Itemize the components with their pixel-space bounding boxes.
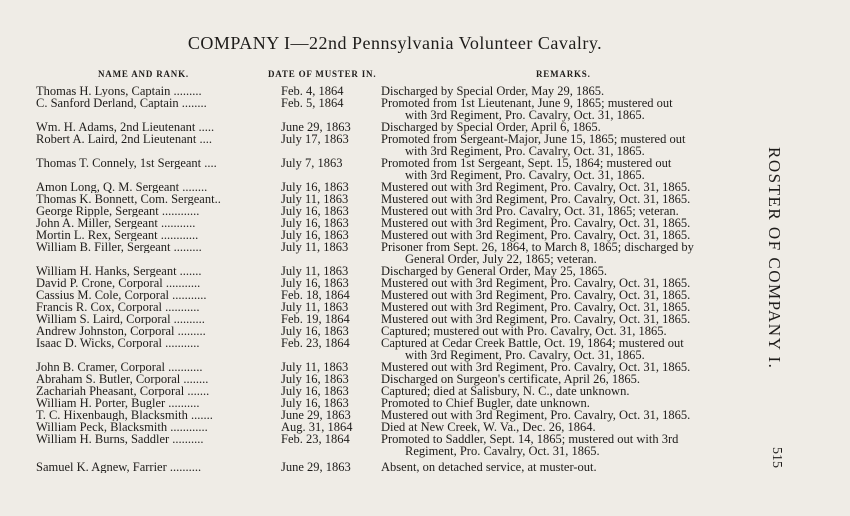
remark-line: Prisoner from Sept. 26, 1864, to March 8, 1865; discharged by [381, 240, 694, 254]
remarks [381, 337, 761, 361]
remarks [381, 157, 761, 181]
muster-date: July 7, 1863 [281, 156, 343, 170]
name-rank: George Ripple, Sergeant ............ [36, 205, 200, 217]
muster-date: July 16, 1863 [281, 324, 349, 338]
muster-date: July 16, 1863 [281, 180, 349, 194]
muster-date: Feb. 18, 1864 [281, 288, 350, 302]
name-rank: Amon Long, Q. M. Sergeant ........ [36, 181, 208, 193]
remark-line: Captured; died at Salisbury, N. C., date unknown. [381, 384, 630, 398]
muster-date: June 29, 1863 [281, 460, 351, 474]
name-rank: Abraham S. Butler, Corporal ........ [36, 373, 209, 385]
remark-line: with 3rd Regiment, Pro. Cavalry, Oct. 31, 1865. [405, 108, 645, 122]
name-rank: Samuel K. Agnew, Farrier .......... [36, 461, 202, 473]
name-rank: John B. Cramer, Corporal ........... [36, 361, 203, 373]
muster-date: Aug. 31, 1864 [281, 420, 353, 434]
name-rank: Andrew Johnston, Corporal ......... [36, 325, 206, 337]
name-rank: Robert A. Laird, 2nd Lieutenant .... [36, 133, 213, 145]
remark-line: Mustered out with 3rd Regiment, Pro. Cavalry, Oct. 31, 1865. [381, 300, 691, 314]
name-rank: T. C. Hixenbaugh, Blacksmith ....... [36, 409, 213, 421]
remark-line: Mustered out with 3rd Regiment, Pro. Cavalry, Oct. 31, 1865. [381, 312, 691, 326]
column-header-name: NAME AND RANK. [98, 69, 189, 79]
muster-date: July 16, 1863 [281, 396, 349, 410]
name-rank: Thomas T. Connely, 1st Sergeant .... [36, 157, 217, 169]
muster-date: Feb. 4, 1864 [281, 84, 344, 98]
remarks [381, 461, 761, 473]
remark-line: Promoted to Chief Bugler, date unknown. [381, 396, 590, 410]
muster-date: July 16, 1863 [281, 204, 349, 218]
name-rank: Isaac D. Wicks, Corporal ........... [36, 337, 200, 349]
remark-line: Mustered out with 3rd Regiment, Pro. Cavalry, Oct. 31, 1865. [381, 276, 691, 290]
remarks [381, 241, 761, 265]
remark-line: Discharged by Special Order, April 6, 1865. [381, 120, 601, 134]
name-rank: William H. Burns, Saddler .......... [36, 433, 204, 445]
name-rank: John A. Miller, Sergeant ........... [36, 217, 196, 229]
muster-date: Feb. 5, 1864 [281, 96, 344, 110]
muster-date: July 11, 1863 [281, 192, 349, 206]
remark-line: Mustered out with 3rd Regiment, Pro. Cavalry, Oct. 31, 1865. [381, 288, 691, 302]
muster-date: Feb. 23, 1864 [281, 336, 350, 350]
name-rank: Zachariah Pheasant, Corporal ....... [36, 385, 210, 397]
remark-line: Mustered out with 3rd Regiment, Pro. Cavalry, Oct. 31, 1865. [381, 180, 691, 194]
muster-date: July 16, 1863 [281, 276, 349, 290]
remark-line: with 3rd Regiment, Pro. Cavalry, Oct. 31, 1865. [405, 144, 645, 158]
remark-line: Promoted from 1st Sergeant, Sept. 15, 1864; mustered out [381, 156, 672, 170]
name-rank: Mortin L. Rex, Sergeant ............ [36, 229, 199, 241]
remark-line: Promoted to Saddler, Sept. 14, 1865; mustered out with 3rd [381, 432, 679, 446]
name-rank: Thomas H. Lyons, Captain ......... [36, 85, 202, 97]
page-number: 515 [769, 447, 784, 468]
muster-date: July 17, 1863 [281, 132, 349, 146]
muster-date: July 16, 1863 [281, 228, 349, 242]
remarks [381, 97, 761, 121]
remark-line: Regiment, Pro. Cavalry, Oct. 31, 1865. [405, 444, 600, 458]
remark-line: Mustered out with 3rd Pro. Cavalry, Oct. 31, 1865; veteran. [381, 204, 679, 218]
muster-date: Feb. 19, 1864 [281, 312, 350, 326]
muster-date: Feb. 23, 1864 [281, 432, 350, 446]
muster-date: July 16, 1863 [281, 384, 349, 398]
muster-date: July 11, 1863 [281, 300, 349, 314]
column-header-date: DATE OF MUSTER IN. [268, 69, 377, 79]
remark-line: Mustered out with 3rd Regiment, Pro. Cavalry, Oct. 31, 1865. [381, 192, 691, 206]
remark-line: Promoted from Sergeant-Major, June 15, 1865; mustered out [381, 132, 686, 146]
remark-line: Mustered out with 3rd Regiment, Pro. Cavalry, Oct. 31, 1865. [381, 228, 691, 242]
muster-date: July 11, 1863 [281, 240, 349, 254]
name-rank: C. Sanford Derland, Captain ........ [36, 97, 207, 109]
remark-line: Discharged on Surgeon's certificate, April 26, 1865. [381, 372, 641, 386]
remark-line: Discharged by Special Order, May 29, 1865. [381, 84, 605, 98]
muster-date: July 11, 1863 [281, 360, 349, 374]
remark-line: with 3rd Regiment, Pro. Cavalry, Oct. 31, 1865. [405, 348, 645, 362]
name-rank: William S. Laird, Corporal .......... [36, 313, 205, 325]
name-rank: William H. Hanks, Sergeant ....... [36, 265, 202, 277]
remarks [381, 133, 761, 157]
side-title: ROSTER OF COMPANY I. [765, 147, 784, 370]
remark-line: Discharged by General Order, May 25, 1865. [381, 264, 607, 278]
remark-line: Died at New Creek, W. Va., Dec. 26, 1864. [381, 420, 596, 434]
muster-date: July 11, 1863 [281, 264, 349, 278]
remark-line: with 3rd Regiment, Pro. Cavalry, Oct. 31, 1865. [405, 168, 645, 182]
muster-date: July 16, 1863 [281, 216, 349, 230]
name-rank: Wm. H. Adams, 2nd Lieutenant ..... [36, 121, 215, 133]
column-header-remarks: REMARKS. [536, 69, 591, 79]
name-rank: David P. Crone, Corporal ........... [36, 277, 201, 289]
remark-line: Captured; mustered out with Pro. Cavalry, Oct. 31, 1865. [381, 324, 667, 338]
muster-date: June 29, 1863 [281, 408, 351, 422]
name-rank: Thomas K. Bonnett, Com. Sergeant.. [36, 193, 221, 205]
page-title: COMPANY I—22nd Pennsylvania Volunteer Cavalry. [187, 33, 603, 53]
name-rank: Cassius M. Cole, Corporal ........... [36, 289, 207, 301]
remark-line: Mustered out with 3rd Regiment, Pro. Cavalry, Oct. 31, 1865. [381, 408, 691, 422]
name-rank: William B. Filler, Sergeant ......... [36, 241, 202, 253]
remarks [381, 433, 761, 457]
muster-date: June 29, 1863 [281, 120, 351, 134]
name-rank: William H. Porter, Bugler .......... [36, 397, 200, 409]
remark-line: General Order, July 22, 1865; veteran. [405, 252, 597, 266]
remark-line: Mustered out with 3rd Regiment, Pro. Cavalry, Oct. 31, 1865. [381, 216, 691, 230]
remark-line: Captured at Cedar Creek Battle, Oct. 19, 1864; mustered out [381, 336, 684, 350]
name-rank: Francis R. Cox, Corporal ........... [36, 301, 200, 313]
muster-date: July 16, 1863 [281, 372, 349, 386]
remark-line: Absent, on detached service, at muster-out. [381, 460, 597, 474]
name-rank: William Peck, Blacksmith ............ [36, 421, 208, 433]
remark-line: Promoted from 1st Lieutenant, June 9, 1865; mustered out [381, 96, 673, 110]
remark-line: Mustered out with 3rd Regiment, Pro. Cavalry, Oct. 31, 1865. [381, 360, 691, 374]
